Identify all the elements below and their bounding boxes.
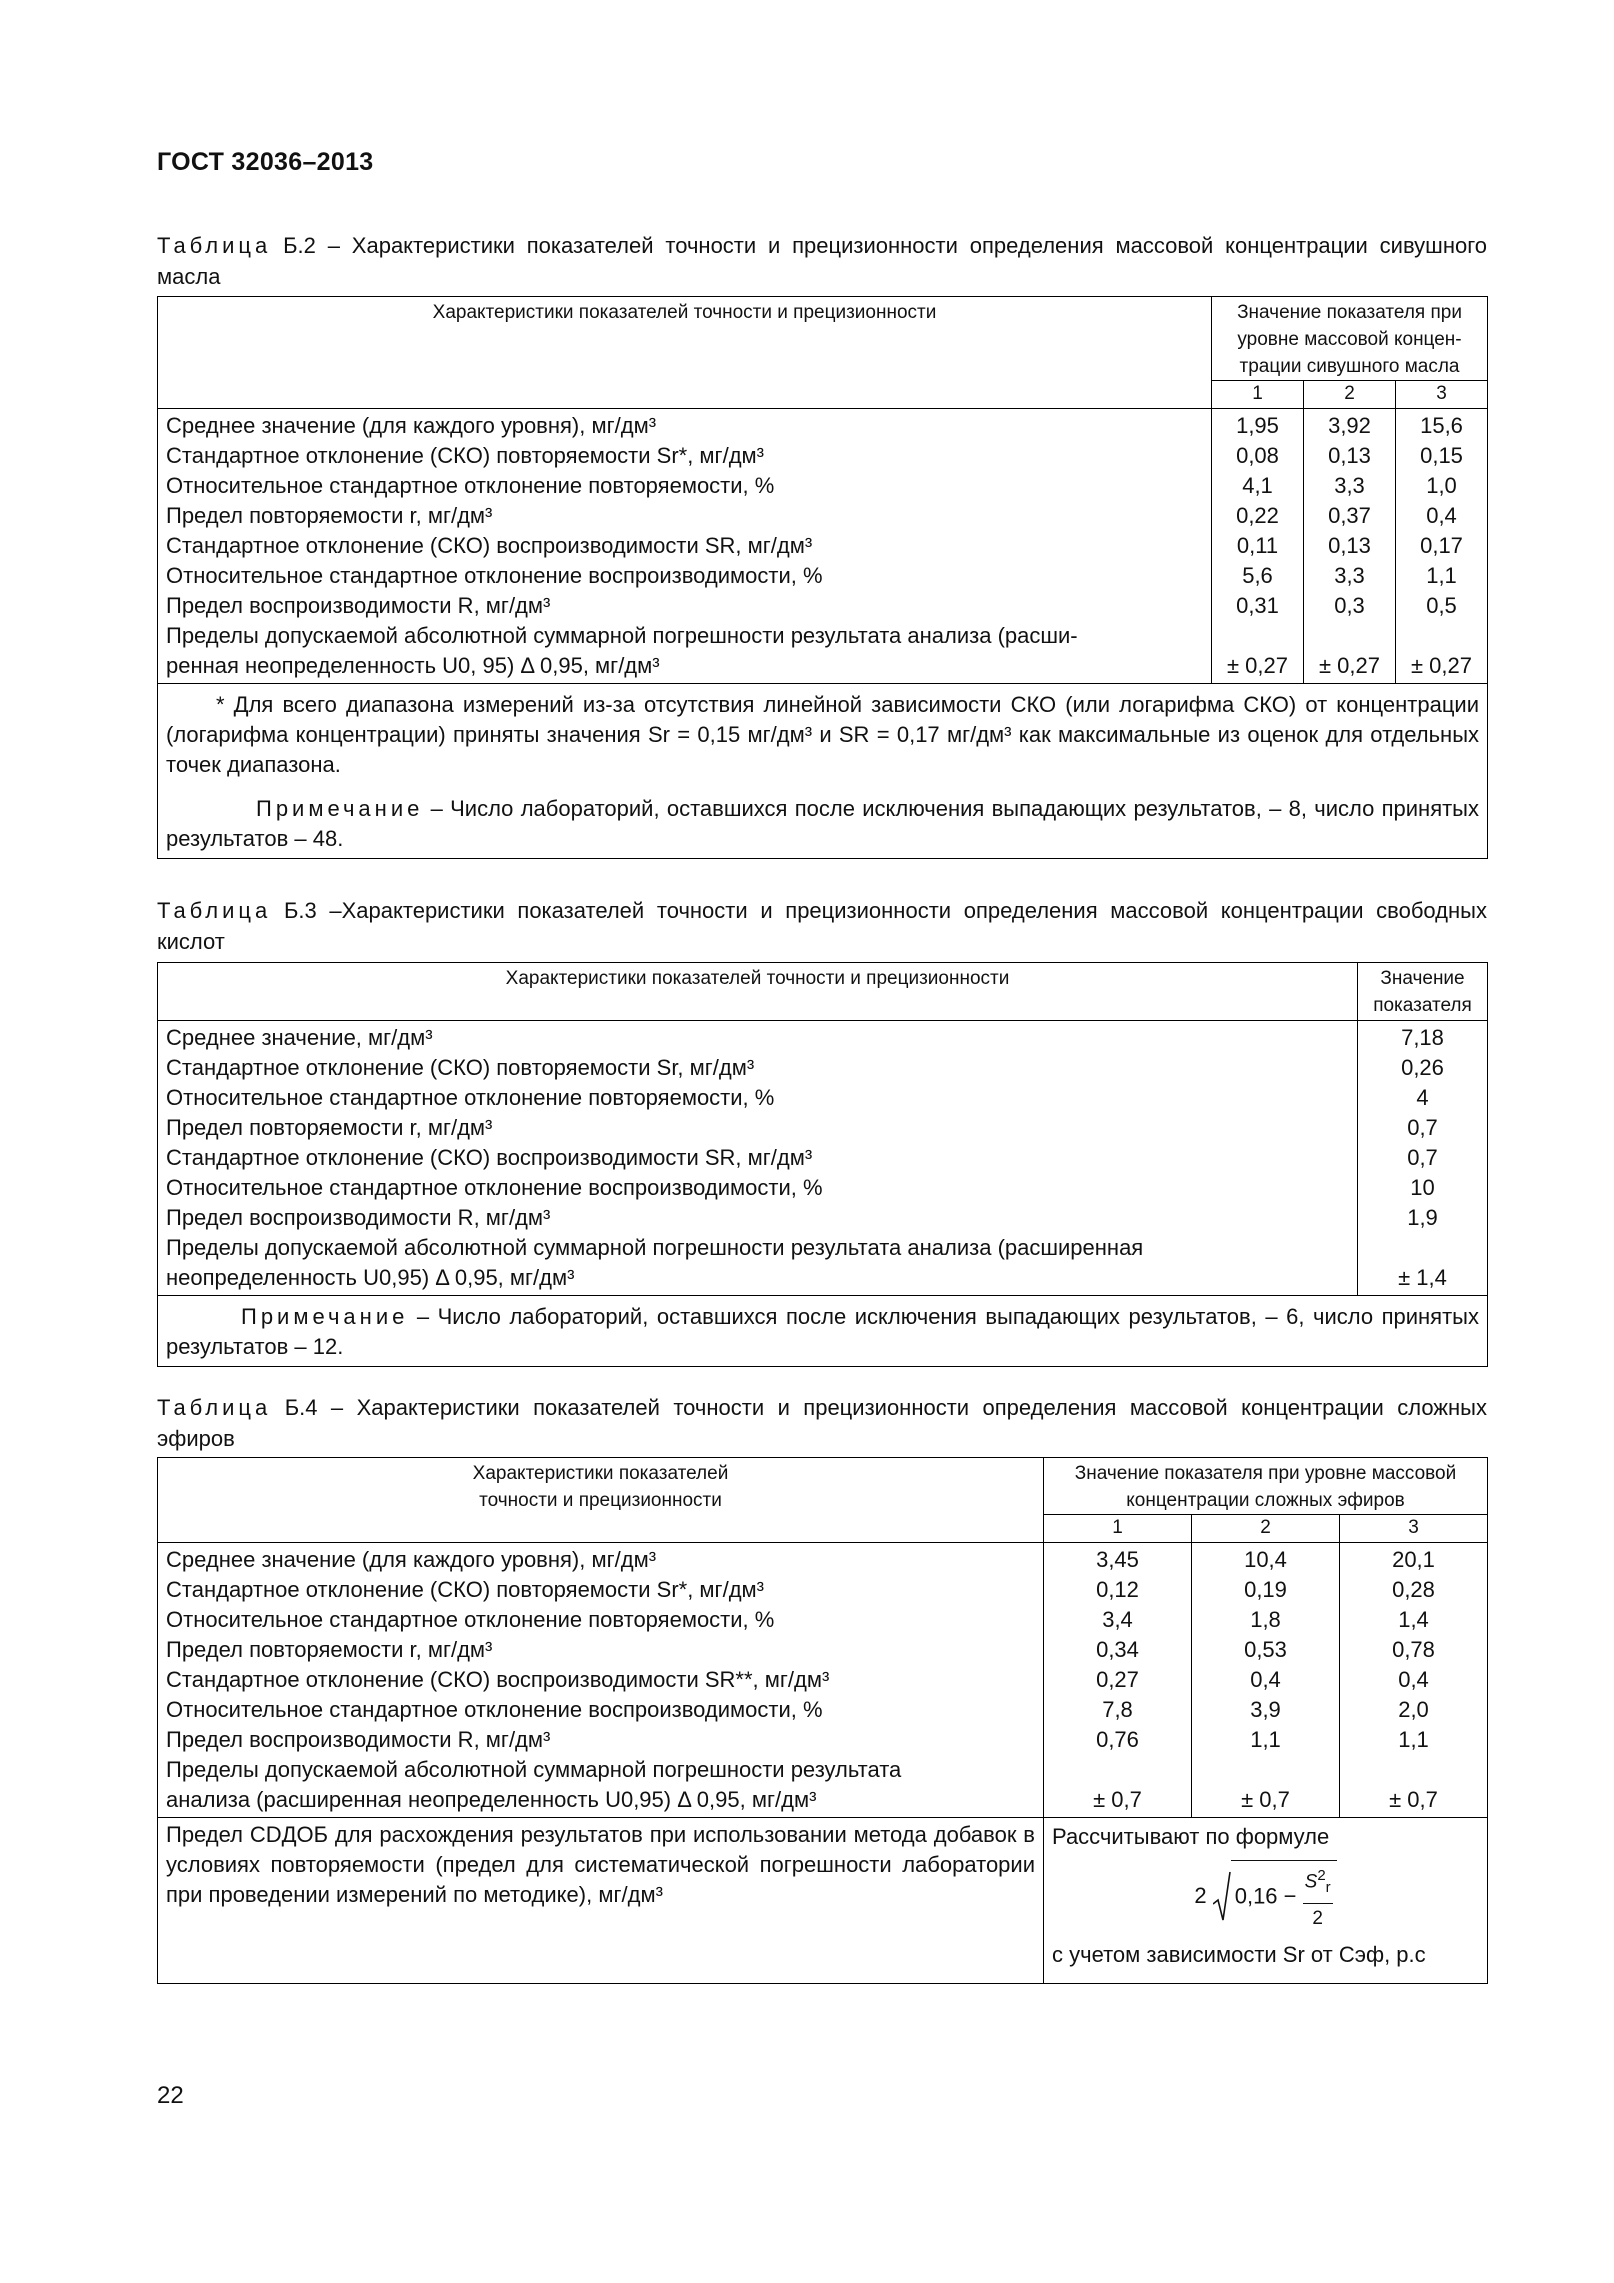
table-b2-col-header: Характеристики показателей точности и прецизионности [158, 297, 1212, 409]
table-cell: 3,45 [1096, 1547, 1139, 1572]
table-cell: 5,6 [1242, 563, 1273, 588]
formula-denominator: 2 [1312, 1908, 1323, 1930]
table-cell: 0,26 [1401, 1055, 1444, 1080]
table-cell: 0,28 [1392, 1577, 1435, 1602]
table-cell: ± 0,27 [1411, 653, 1473, 678]
table-b2-note-text: – Число лабораторий, оставшихся после исключения выпадающих результатов, – 8, число принятых результатов – 48. [166, 796, 1479, 851]
table-cell: 15,6 [1420, 413, 1463, 438]
table-cell: 0,5 [1426, 593, 1457, 618]
table-cell: 0,27 [1096, 1667, 1139, 1692]
formula-fraction: $\frac{S^2_r}{2}$ [1303, 1861, 1333, 1934]
table-b2-footnote: * Для всего диапазона измерений из-за отсутствия линейной зависимости СКО (или логарифма СКО) от концентрации (логарифма концентрации) приняты значения Sr = 0,15 мг/дм³ и SR = 0,17 мг/дм³ как максимальные из оценок для отдельных точек диапазона. [166, 692, 1480, 777]
table-cell [1396, 621, 1487, 651]
table-cell: 1,1 [1398, 1727, 1429, 1752]
table-cell: 20,1 [1392, 1547, 1435, 1572]
table-cell: 0,78 [1392, 1637, 1435, 1662]
table-b4-row-label: Среднее значение (для каждого уровня), мг/дм³ [166, 1547, 657, 1572]
table-b3-row-label: Предел повторяемости r, мг/дм³ [166, 1115, 493, 1140]
table-cell: 4 [1416, 1085, 1429, 1110]
table-b2-note [166, 794, 1479, 854]
table-cell: 7,18 [1401, 1025, 1444, 1050]
table-cell: 0,13 [1328, 443, 1371, 468]
table-b2-row-label: Относительное стандартное отклонение повторяемости, % [166, 473, 775, 498]
table-cell: 0,53 [1244, 1637, 1287, 1662]
table-cell: 0,4 [1398, 1667, 1429, 1692]
table-b2-values-level-3 [1396, 409, 1488, 684]
table-b3-row-label: Стандартное отклонение (СКО) повторяемости Sr, мг/дм³ [166, 1055, 755, 1080]
table-b4-col-header [158, 1458, 1044, 1543]
table-cell: 0,7 [1407, 1145, 1438, 1170]
table-b2-last-row-label: ренная неопределенность U0, 95) Δ 0,95, мг/дм³ [166, 653, 660, 678]
table-b4-formula-intro: Рассчитывают по формуле [1052, 1824, 1330, 1849]
table-b4-last-row-label: анализа (расширенная неопределенность U0,95) Δ 0,95, мг/дм³ [166, 1787, 817, 1812]
table-cell: 1,0 [1426, 473, 1457, 498]
table-b4 [157, 1457, 1488, 1984]
formula-coefficient: 2 [1194, 1882, 1207, 1908]
table-b3-caption-text: Б.3 –Характеристики показателей точности и прецизионности определения массовой концентрации свободных кислот [157, 898, 1487, 954]
table-b3-last-row-label: неопределенность U0,95) Δ 0,95, мг/дм³ [166, 1265, 575, 1290]
table-cell: 1,9 [1407, 1205, 1438, 1230]
table-cell: 0,76 [1096, 1727, 1139, 1752]
table-b3-last-row-label: Пределы допускаемой абсолютной суммарной погрешности результата анализа (расширенная [166, 1235, 1144, 1260]
table-b4-cd-label: Предел CDДОБ для расхождения результатов при использовании метода добавок в условиях повторяемости (предел для систематической погрешности лаборатории при проведении измерений по методике), мг/дм³ [158, 1818, 1044, 1984]
table-b4-values-level-1 [1044, 1543, 1192, 1818]
table-b4-col-header-line: точности и прецизионности [479, 1490, 722, 1511]
table-cell: 0,22 [1236, 503, 1279, 528]
table-cell: 0,31 [1236, 593, 1279, 618]
table-b4-row-label: Стандартное отклонение (СКО) повторяемости Sr*, мг/дм³ [166, 1577, 764, 1602]
table-b2-row-label: Среднее значение (для каждого уровня), мг/дм³ [166, 413, 657, 438]
table-b2-row-labels [158, 409, 1212, 684]
table-b2-row-label: Стандартное отклонение (СКО) повторяемости Sr*, мг/дм³ [166, 443, 764, 468]
table-cell [1340, 1755, 1487, 1785]
table-cell: 0,3 [1334, 593, 1365, 618]
table-b3-caption [157, 895, 1487, 957]
table-cell: 7,8 [1102, 1697, 1133, 1722]
table-b2-caption [157, 230, 1487, 292]
table-cell: 1,95 [1236, 413, 1279, 438]
table-b2-level-3: 3 [1396, 381, 1488, 409]
table-b4-level-1: 1 [1044, 1515, 1192, 1543]
table-cell: 1,1 [1250, 1727, 1281, 1752]
table-b2-last-row-label: Пределы допускаемой абсолютной суммарной погрешности результата анализа (расши- [166, 623, 1078, 648]
table-b2-value-header: Значение показателя при уровне массовой концентрации сивушного масла [1212, 297, 1488, 381]
table-b4-caption [157, 1392, 1487, 1454]
table-cell: 3,9 [1250, 1697, 1281, 1722]
table-cell [1212, 621, 1303, 651]
table-cell: 0,4 [1250, 1667, 1281, 1692]
table-cell: 0,12 [1096, 1577, 1139, 1602]
table-b4-row-label: Относительное стандартное отклонение повторяемости, % [166, 1607, 775, 1632]
table-b4-level-2: 2 [1192, 1515, 1340, 1543]
table-b3-footer [158, 1296, 1488, 1367]
formula-radicand [1231, 1860, 1337, 1934]
table-b4-row-label: Предел повторяемости r, мг/дм³ [166, 1637, 493, 1662]
table-b3-values [1358, 1021, 1488, 1296]
table-cell: 4,1 [1242, 473, 1273, 498]
table-b3-row-label: Среднее значение, мг/дм³ [166, 1025, 433, 1050]
formula-numerator: S [1304, 1871, 1318, 1893]
table-b4-caption-text: Б.4 – Характеристики показателей точности и прецизионности определения массовой концентрации сложных эфиров [157, 1395, 1487, 1451]
table-cell: 0,15 [1420, 443, 1463, 468]
table-b2-caption-text: Б.2 – Характеристики показателей точности и прецизионности определения массовой концентрации сивушного масла [157, 233, 1487, 289]
table-b2-values-level-1 [1212, 409, 1304, 684]
table-cell: 0,11 [1236, 533, 1279, 558]
table-b2-caption-label: Таблица [157, 233, 272, 258]
table-b4-values-level-3 [1340, 1543, 1488, 1818]
table-cell: ± 0,7 [1093, 1787, 1142, 1812]
table-cell: 2,0 [1398, 1697, 1429, 1722]
table-cell [1192, 1755, 1339, 1785]
table-cell: 0,17 [1420, 533, 1463, 558]
table-cell: ± 0,27 [1318, 653, 1380, 678]
document-code: ГОСТ 32036–2013 [157, 148, 374, 176]
table-b4-value-header: Значение показателя при уровне массовой концентрации сложных эфиров [1044, 1458, 1488, 1515]
table-b2-values-level-2 [1304, 409, 1396, 684]
table-cell [1044, 1755, 1191, 1785]
sqrt-sign-icon [1213, 1870, 1231, 1924]
table-cell: 1,4 [1398, 1607, 1429, 1632]
table-b4-level-3: 3 [1340, 1515, 1488, 1543]
table-b4-last-row-label: Пределы допускаемой абсолютной суммарной погрешности результата [166, 1757, 902, 1782]
table-cell: 3,4 [1102, 1607, 1133, 1632]
table-b3 [157, 962, 1488, 1367]
table-b2-row-label: Предел воспроизводимости R, мг/дм³ [166, 593, 551, 618]
table-cell: 0,7 [1407, 1115, 1438, 1140]
table-b2-row-label: Предел повторяемости r, мг/дм³ [166, 503, 493, 528]
table-b3-row-label: Стандартное отклонение (СКО) воспроизводимости SR, мг/дм³ [166, 1145, 813, 1170]
table-b3-row-label: Относительное стандартное отклонение повторяемости, % [166, 1085, 775, 1110]
table-cell: 1,1 [1426, 563, 1457, 588]
formula-constant: 0,16 − [1234, 1883, 1297, 1909]
table-cell: ± 1,4 [1398, 1265, 1447, 1290]
table-b4-formula-note: с учетом зависимости Sr от Cэф, р.с [1052, 1942, 1426, 1968]
table-cell: 3,3 [1334, 473, 1365, 498]
table-b4-row-label: Предел воспроизводимости R, мг/дм³ [166, 1727, 551, 1752]
table-cell: ± 0,27 [1226, 653, 1288, 678]
table-b4-values-level-2 [1192, 1543, 1340, 1818]
table-b3-note [166, 1302, 1479, 1362]
table-cell: 0,34 [1096, 1637, 1139, 1662]
table-cell: 10 [1410, 1175, 1435, 1200]
table-b3-caption-label: Таблица [157, 898, 272, 923]
table-b4-formula [1052, 1860, 1479, 1934]
table-cell: 3,3 [1334, 563, 1365, 588]
table-b4-caption-label: Таблица [157, 1395, 272, 1420]
table-b2-note-label: Примечание [256, 796, 424, 821]
table-b3-note-label: Примечание [241, 1304, 409, 1329]
table-b3-row-label: Предел воспроизводимости R, мг/дм³ [166, 1205, 551, 1230]
table-cell: 1,8 [1250, 1607, 1281, 1632]
table-b4-row-label: Относительное стандартное отклонение воспроизводимости, % [166, 1697, 823, 1722]
table-cell: 0,08 [1236, 443, 1279, 468]
page-number: 22 [157, 2082, 184, 2109]
table-cell [1304, 621, 1395, 651]
table-b3-note-text: – Число лабораторий, оставшихся после исключения выпадающих результатов, – 6, число принятых результатов – 12. [166, 1304, 1479, 1359]
table-cell: 0,19 [1244, 1577, 1287, 1602]
table-cell: 3,92 [1328, 413, 1371, 438]
table-b3-row-label: Относительное стандартное отклонение воспроизводимости, % [166, 1175, 823, 1200]
table-b2 [157, 296, 1488, 859]
table-cell: ± 0,7 [1389, 1787, 1438, 1812]
table-cell: 10,4 [1244, 1547, 1287, 1572]
table-b3-col-header: Характеристики показателей точности и прецизионности [158, 963, 1358, 1021]
table-b4-row-labels [158, 1543, 1044, 1818]
table-b2-row-label: Стандартное отклонение (СКО) воспроизводимости SR, мг/дм³ [166, 533, 813, 558]
table-b2-footer [158, 684, 1488, 859]
table-cell: 0,13 [1328, 533, 1371, 558]
table-b3-value-header: Значение показателя [1358, 963, 1488, 1021]
table-b4-row-label: Стандартное отклонение (СКО) воспроизводимости SR**, мг/дм³ [166, 1667, 830, 1692]
table-b4-col-header-line: Характеристики показателей [472, 1463, 729, 1484]
table-b4-cd-formula-cell [1044, 1818, 1488, 1984]
table-b3-row-labels [158, 1021, 1358, 1296]
table-cell: 0,4 [1426, 503, 1457, 528]
table-b2-level-2: 2 [1304, 381, 1396, 409]
table-cell: 0,37 [1328, 503, 1371, 528]
table-b2-row-label: Относительное стандартное отклонение воспроизводимости, % [166, 563, 823, 588]
table-cell [1358, 1233, 1487, 1263]
table-b2-level-1: 1 [1212, 381, 1304, 409]
table-cell: ± 0,7 [1241, 1787, 1290, 1812]
